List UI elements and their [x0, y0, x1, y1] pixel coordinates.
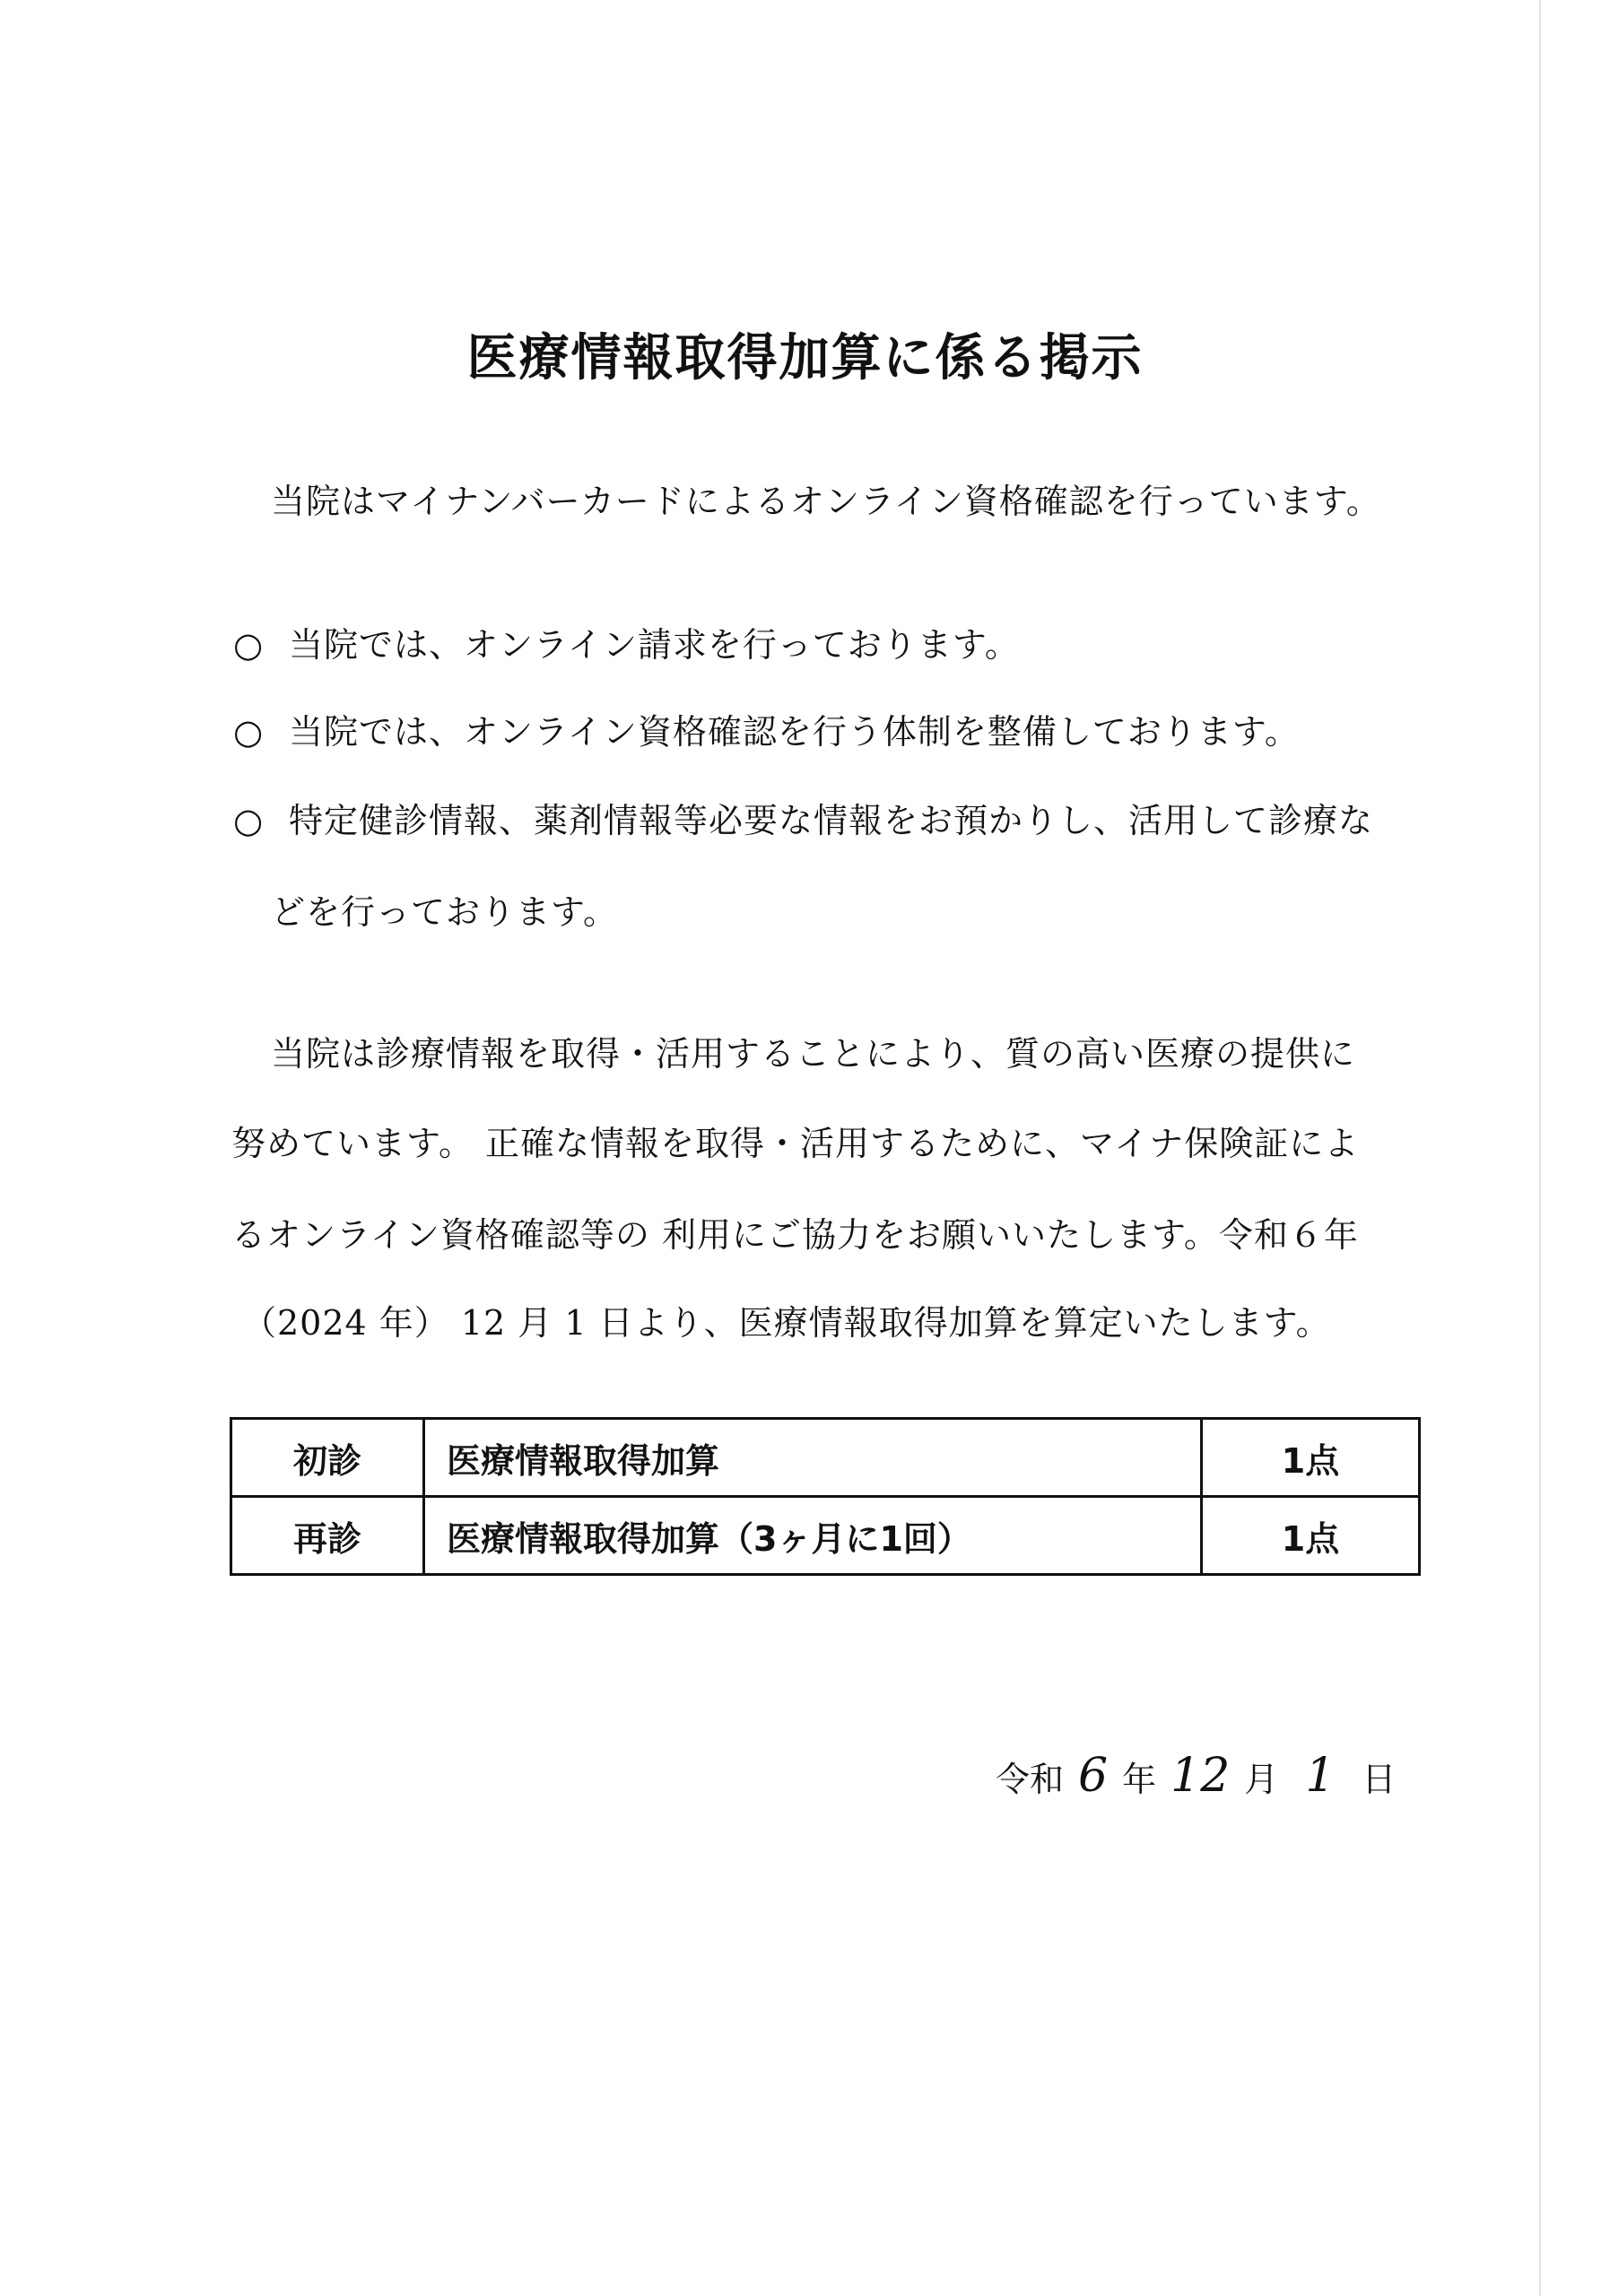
date-year-unit: 年: [1122, 1760, 1157, 1799]
bullet-text: 当院では、オンライン請求を行っております。: [289, 625, 1020, 665]
circle-bullet-icon: ○: [233, 801, 265, 840]
date-month-handwritten: 12: [1171, 1749, 1231, 1803]
bullet-text: 当院では、オンライン資格確認を行う体制を整備しております。: [289, 712, 1300, 752]
paragraph-line: るオンライン資格確認等の 利用にご協力をお願いいたします。令和６年: [231, 1215, 1359, 1255]
table-row: [231, 1497, 1420, 1575]
bullet-item: [233, 617, 1020, 666]
points-cell: 1点: [1202, 1497, 1420, 1575]
bullet-continuation: どを行っております。: [271, 892, 618, 932]
paragraph-line: 努めています。 正確な情報を取得・活用するために、マイナ保険証によ: [231, 1124, 1360, 1163]
bullet-item: [233, 793, 1373, 842]
date-era: 令和: [996, 1760, 1065, 1799]
bullet-item: [233, 704, 1300, 753]
circle-bullet-icon: ○: [233, 712, 265, 752]
fee-item-cell: 医療情報取得加算: [424, 1419, 1202, 1497]
date-year-handwritten: 6: [1078, 1749, 1109, 1803]
date-day-unit: 日: [1362, 1760, 1397, 1799]
fee-table: [230, 1417, 1421, 1576]
paragraph-line: 当院は診療情報を取得・活用することにより、質の高い医療の提供に: [271, 1034, 1356, 1074]
points-cell: 1点: [1202, 1419, 1420, 1497]
intro-text: 当院はマイナンバーカードによるオンライン資格確認を行っています。: [271, 482, 1381, 521]
fee-item-cell: 医療情報取得加算（3ヶ月に1回）: [424, 1497, 1202, 1575]
bullet-text: 特定健診情報、薬剤情報等必要な情報をお預かりし、活用して診療な: [289, 801, 1374, 840]
issue-date: [996, 1749, 1396, 1803]
page-title: 医療情報取得加算に係る掲示: [466, 329, 1144, 387]
circle-bullet-icon: ○: [233, 625, 265, 665]
paragraph-line: （2024 年） 12 月 1 日より、医療情報取得加算を算定いたします。: [242, 1303, 1331, 1343]
visit-type-cell: 初診: [231, 1419, 424, 1497]
date-day-handwritten: 1: [1305, 1749, 1336, 1803]
date-month-unit: 月: [1244, 1760, 1279, 1799]
visit-type-cell: 再診: [231, 1497, 424, 1575]
table-row: [231, 1419, 1420, 1497]
